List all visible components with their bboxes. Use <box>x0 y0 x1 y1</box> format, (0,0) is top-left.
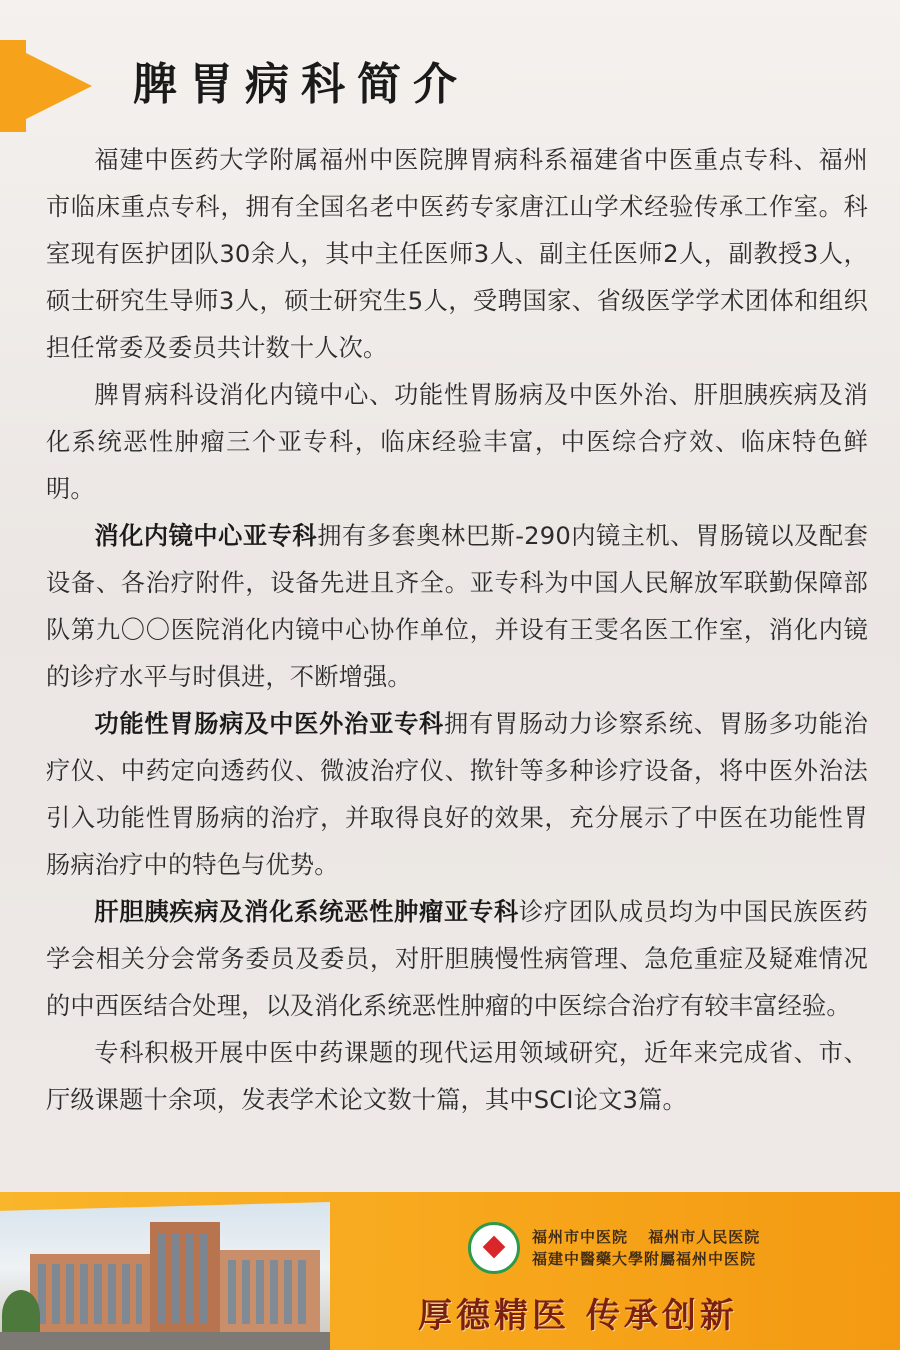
footer-banner <box>0 1192 900 1350</box>
paragraph-text: 福建中医药大学附属福州中医院脾胃病科系福建省中医重点专科、福州市临床重点专科，拥有全国名老中医药专家唐江山学术经验传承工作室。科室现有医护团队30余人，其中主任医师3人、副主任医师2人，副教授3人，硕士研究生导师3人，硕士研究生5人，受聘国家、省级医学学术团体和组织担任常委及委员共计数十人次。 <box>46 146 868 362</box>
hospital-logo-icon <box>468 1222 520 1274</box>
paragraph <box>46 701 868 889</box>
paragraph-text: 拥有胃肠动力诊察系统、胃肠多功能治疗仪、中药定向透药仪、微波治疗仪、揿针等多种诊疗设备，将中医外治法引入功能性胃肠病的治疗，并取得良好的效果，充分展示了中医在功能性胃肠病治疗中的特色与优势。 <box>46 710 868 879</box>
paragraph-text: 拥有多套奥林巴斯-290内镜主机、胃肠镜以及配套设备、各治疗附件，设备先进且齐全。亚专科为中国人民解放军联勤保障部队第九〇〇医院消化内镜中心协作单位，并设有王雯名医工作室，消化内镜的诊疗水平与时俱进，不断增强。 <box>46 522 868 691</box>
paragraph-heading: 消化内镜中心亚专科 <box>94 522 318 550</box>
paragraph-heading: 肝胆胰疾病及消化系统恶性肿瘤亚专科 <box>94 898 519 926</box>
paragraph <box>46 889 868 1030</box>
title-arrow-icon <box>0 40 92 132</box>
slogan: 厚德精医 传承创新 <box>418 1296 738 1336</box>
article-body <box>46 137 868 1124</box>
page-title: 脾胃病科简介 <box>133 59 469 110</box>
hospital-names: 福州市中医院 福州市人民医院 <box>532 1228 761 1246</box>
paragraph <box>46 137 868 372</box>
paragraph-text: 专科积极开展中医中药课题的现代运用领域研究，近年来完成省、市、厅级课题十余项，发表学术论文数十篇，其中SCI论文3篇。 <box>46 1039 868 1114</box>
paragraph <box>46 1030 868 1124</box>
paragraph-heading: 功能性胃肠病及中医外治亚专科 <box>94 710 445 738</box>
university-affiliation: 福建中醫藥大學附屬福州中医院 <box>532 1250 757 1268</box>
paragraph-text: 脾胃病科设消化内镜中心、功能性胃肠病及中医外治、肝胆胰疾病及消化系统恶性肿瘤三个亚专科，临床经验丰富，中医综合疗效、临床特色鲜明。 <box>46 381 868 503</box>
paragraph-text: 诊疗团队成员均为中国民族医药学会相关分会常务委员及委员，对肝胆胰慢性病管理、急危重症及疑难情况的中西医结合处理，以及消化系统恶性肿瘤的中医综合治疗有较丰富经验。 <box>46 898 868 1020</box>
hospital-building-image <box>0 1202 330 1350</box>
paragraph <box>46 372 868 513</box>
paragraph <box>46 513 868 701</box>
